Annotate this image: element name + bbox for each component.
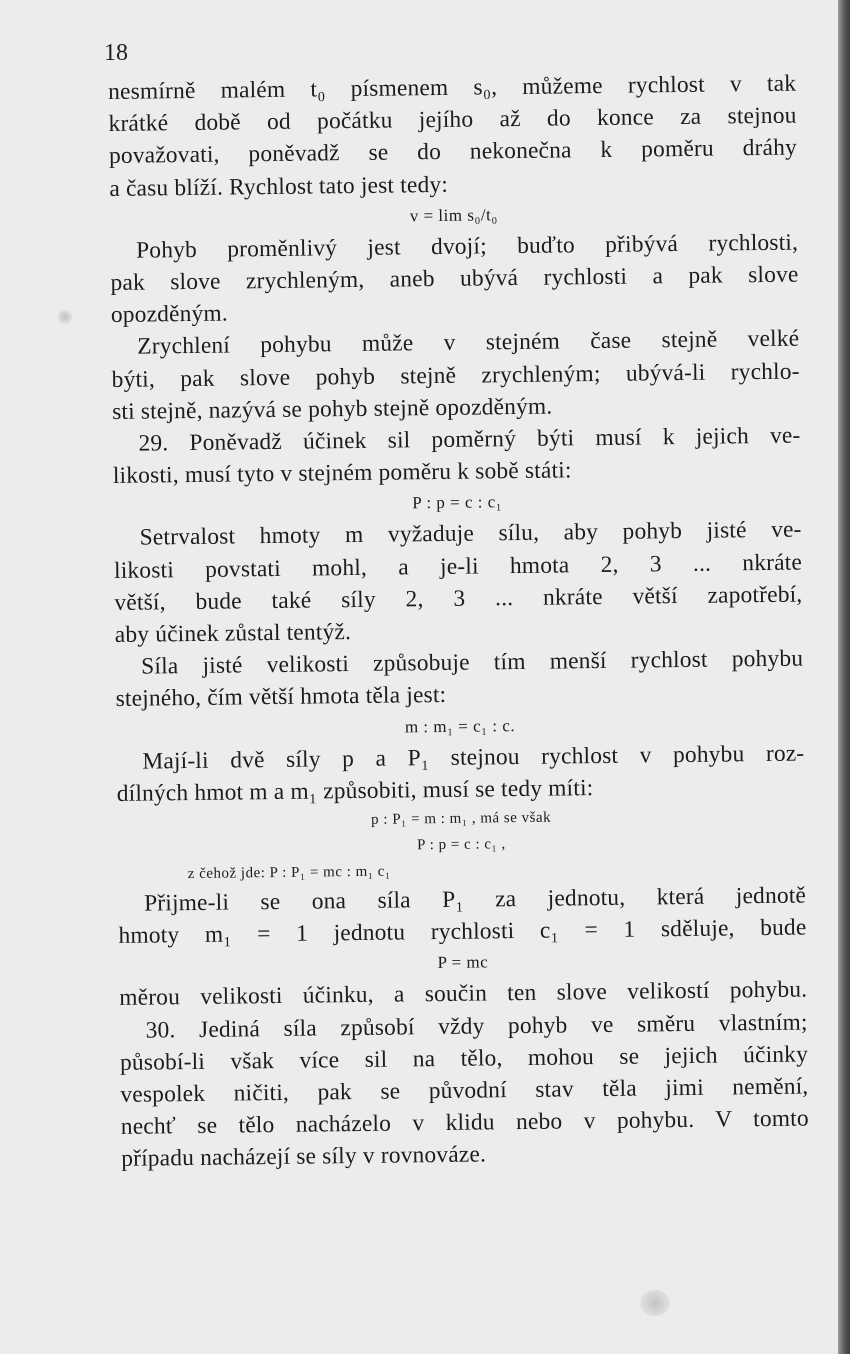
text-line: považovati, poněvadž se do nekonečna k poměru dráhy [108, 134, 798, 170]
text-line: sti stejně, nazývá se pohyb stejně opozděným. [111, 393, 553, 425]
formula-line: v = lim s₀/t₀ [409, 205, 498, 226]
formula-line: z čehož jde: P : P₁ = mc : m₁ c₁ [187, 863, 391, 883]
page-edge-shadow [838, 0, 850, 1354]
text-line: nechť se tělo nacházelo v klidu nebo v pohybu. V tomto [120, 1105, 809, 1141]
formula-line: P : p = c : c₁ , [417, 836, 506, 854]
text-line: a času blíží. Rychlost tato jest tedy: [109, 171, 449, 202]
page-number: 18 [104, 40, 128, 66]
paragraph-first-line: Pohyb proměnlivý jest dvojí; buďto přibývá rychlosti, [135, 229, 799, 264]
text-line: působí-li však více sil na tělo, mohou se jejich účinky [119, 1041, 809, 1076]
paper-smudge [58, 310, 72, 324]
text-line: likosti, musí tyto v stejném poměru k sobě státi: [112, 457, 572, 490]
formula-line: m : m₁ = c₁ : c. [404, 715, 516, 737]
text-line: větší, bude také síly 2, 3 ... nkráte větší zapotřebí, [114, 581, 803, 616]
formula-line: P = mc [437, 952, 489, 973]
paragraph-first-line: Setrvalost hmoty m vyžaduje sílu, aby pohyb jisté ve- [139, 516, 802, 552]
text-line: hmoty m₁ = 1 jednotu rychlosti c₁ = 1 sděluje, bude [118, 914, 807, 950]
text-line: případu nacházejí se síly v rovnováze. [121, 1141, 487, 1173]
text-line: měrou velikosti účinku, a součin ten slove velikostí pohybu. [119, 976, 808, 1012]
paragraph-first-line: Mají-li dvě síly p a P₁ stejnou rychlost v pohybu roz- [142, 740, 805, 775]
text-line: býti, pak slove pohyb stejně zrychleným; ubývá-li rychlo- [111, 358, 800, 393]
paragraph-first-line: 30. Jediná síla způsobí vždy pohyb ve směru vlastním; [145, 1009, 808, 1044]
page-body [108, 68, 809, 1176]
text-line: stejného, čím větší hmota těla jest: [115, 682, 447, 713]
text-line: pak slove zrychleným, aneb ubývá rychlosti a pak slove [110, 261, 799, 296]
text-line: aby účinek zůstal tentýž. [114, 619, 352, 649]
text-line: nesmírně malém t₀ písmenem s₀, můžeme rychlost v tak [108, 70, 797, 105]
text-line: krátké době od počátku jejího až do konce za stejnou [108, 102, 797, 138]
formula-line: P : p = c : c₁ [412, 492, 503, 513]
text-line: likosti povstati mohl, a je-li hmota 2, 3 ... nkráte [113, 549, 803, 584]
text-line: vespolek ničiti, pak se původní stav těla jimi nemění, [120, 1073, 809, 1109]
paragraph-first-line: Zrychlení pohybu může v stejném čase stejně velké [137, 325, 800, 361]
paragraph-first-line: 29. Poněvadž účinek sil poměrný býti musí k jejich ve- [138, 422, 801, 457]
formula-line: p : P₁ = m : m₁ , má se však [371, 809, 552, 828]
text-line: dílných hmot m a m₁ způsobiti, musí se tedy míti: [116, 774, 594, 807]
paragraph-first-line: Přijme-li se ona síla P₁ za jednotu, která jednotě [143, 882, 807, 917]
paper-smudge [640, 1290, 670, 1316]
paragraph-first-line: Síla jisté velikosti způsobuje tím menší rychlost pohybu [141, 645, 804, 680]
text-line: opozděným. [110, 300, 229, 329]
